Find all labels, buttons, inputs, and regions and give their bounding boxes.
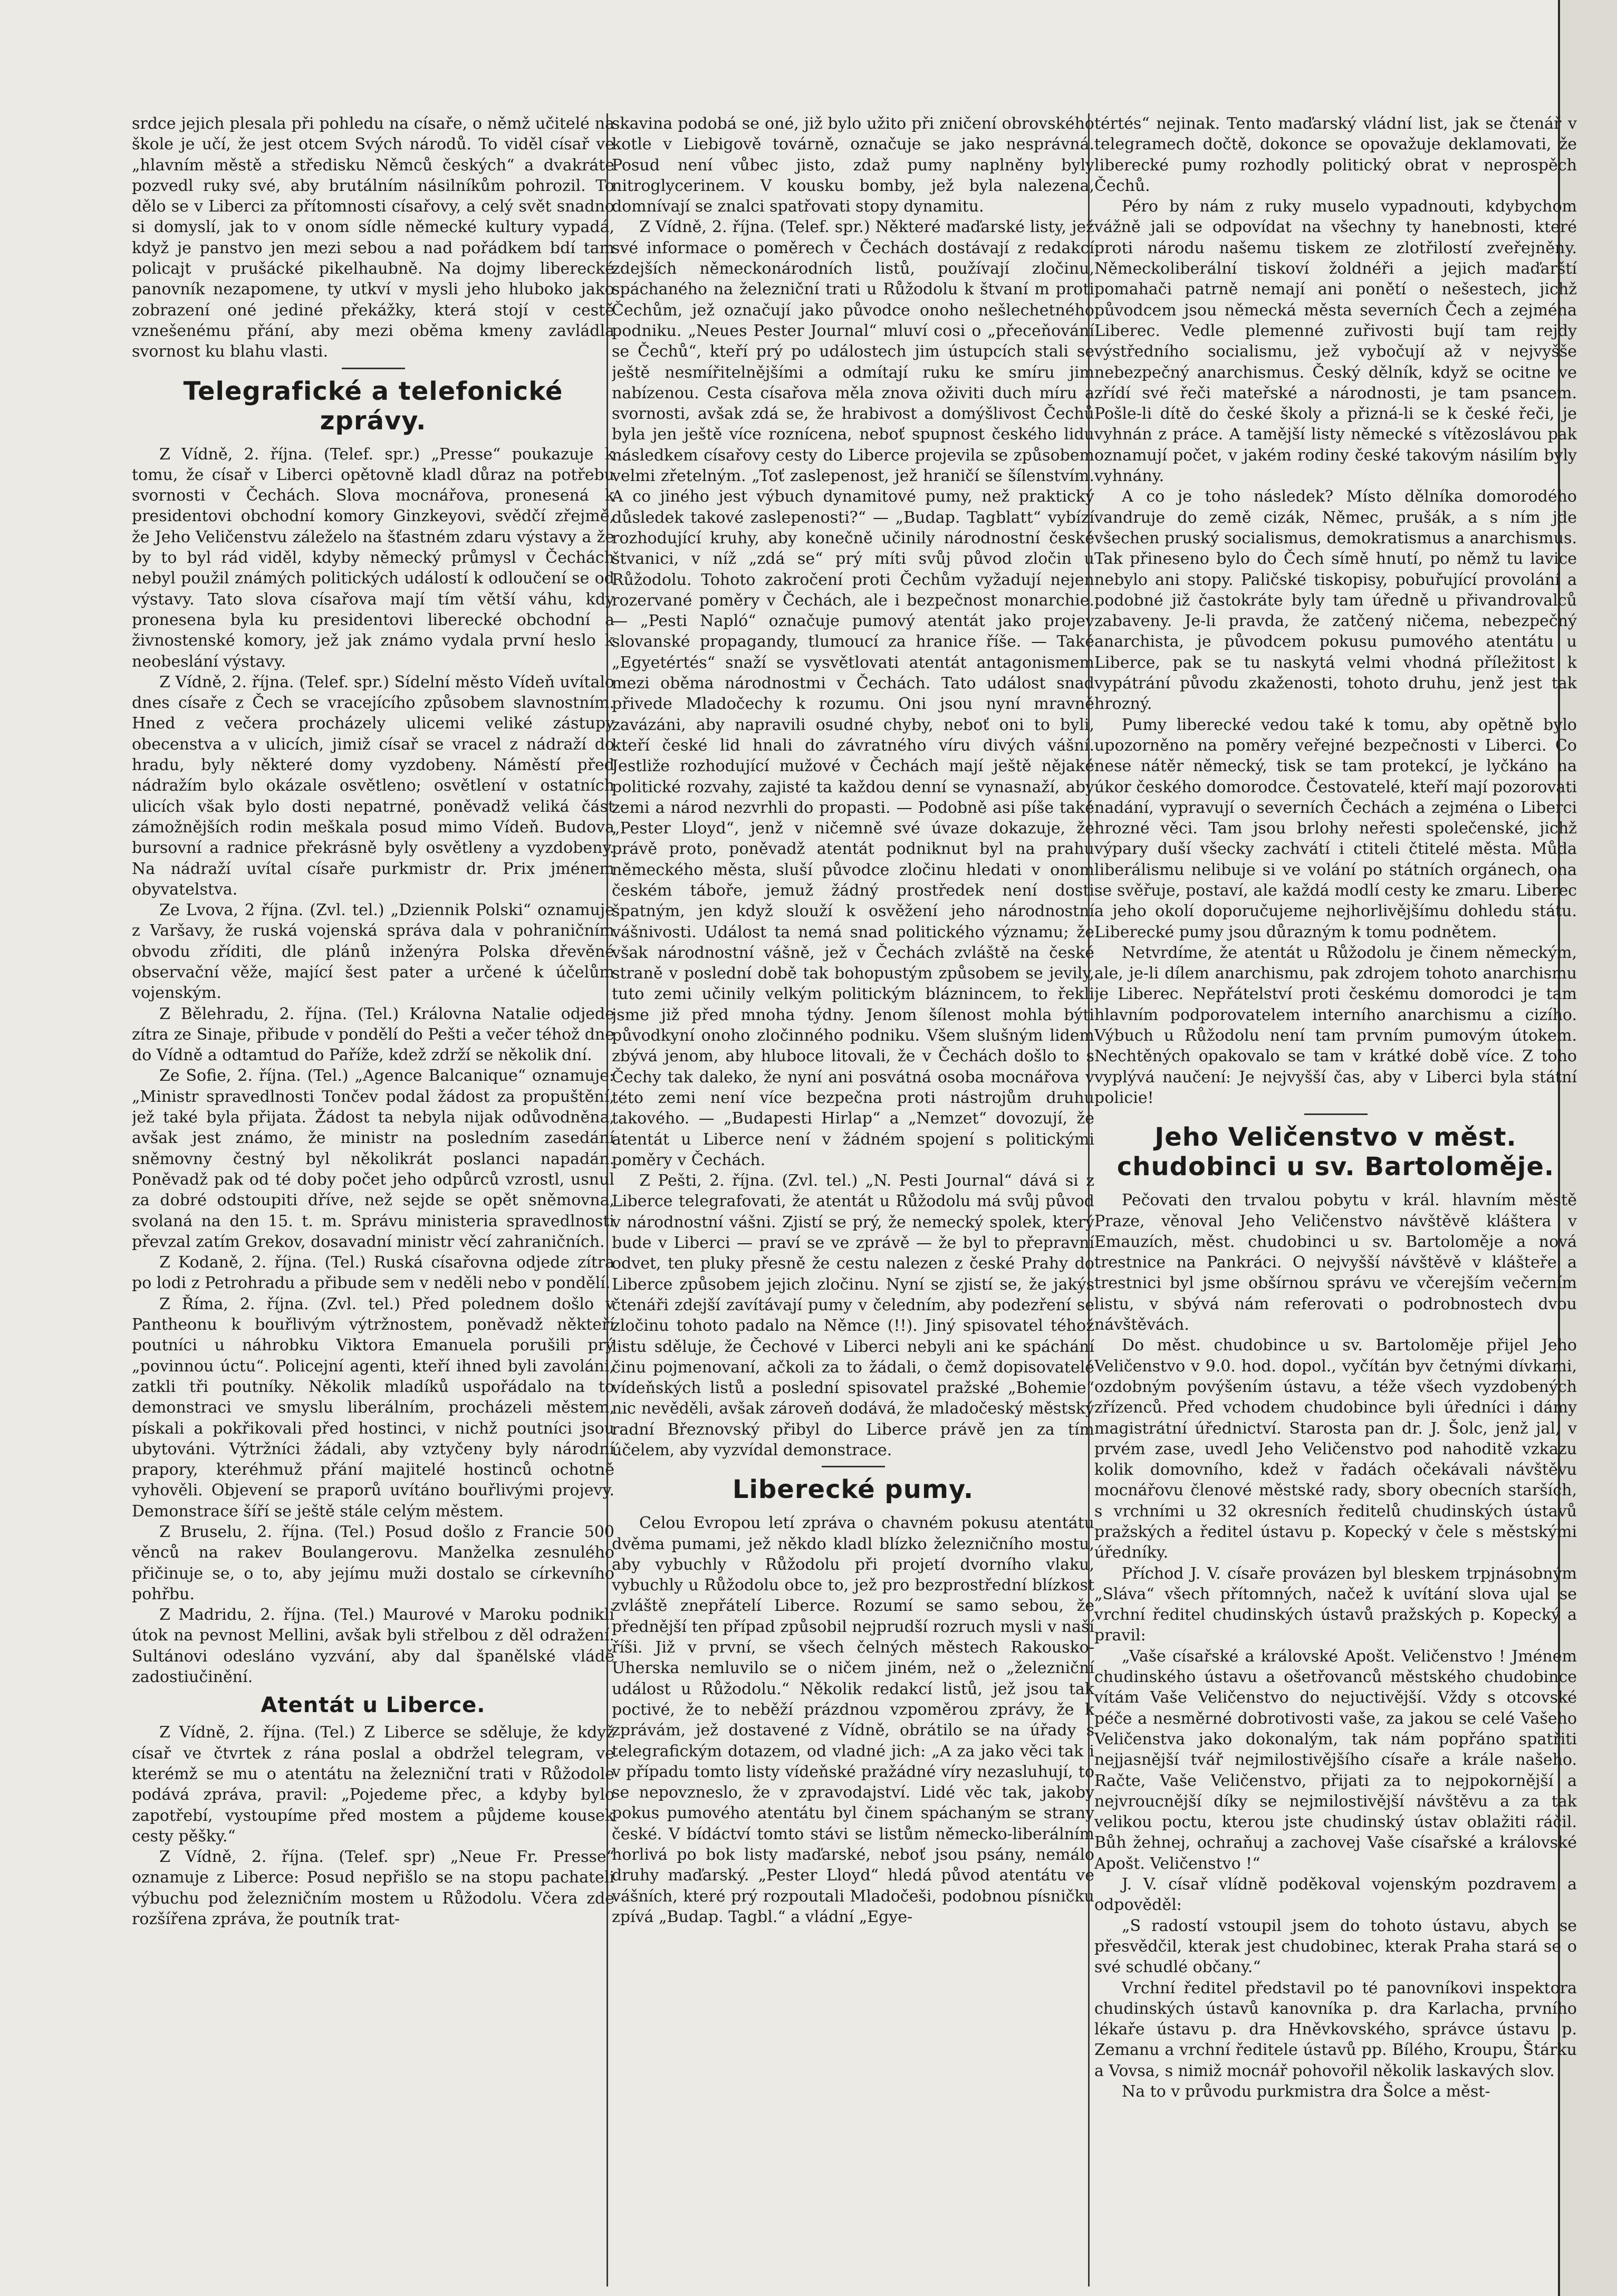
section-divider	[342, 368, 405, 369]
section-divider	[822, 1466, 885, 1467]
speech-quote: „Vaše císařské a královské Apošt. Veličenstvo ! Jménem chudinského ústavu a ošetřovanců městského chudobince vítám Vaše Veličenstvo do nejuctivější. Vždy s otcovské péče a nesměrné dobrotivosti vaše, za jakou se celé Vašeho Veličenstva jako dokonalým, tak nám popřáno spatřiti nejjasnější tvář nejmilostivějšího císaře a krále našeho. Račte, Vaše Veličenstvo, přijati za to nejpokornější a nejvroucnější díky se nejmilostivější návštěvu a za tak velikou poctu, kterou jste chudinský ústav oblažiti ráčil. Bůh žehnej, ochraňuj a zachovej Vaše císařské a královské Apošt. Veličenstvo !“	[1094, 1647, 1577, 1873]
article-paragraph: Celou Evropou letí zpráva o chavném pokusu atentátu dvěma pumami, jež někdo kladl blízko železničního mostu, aby vybuchly v Růžodolu při projetí dvorního vlaku, vybuchly u Růžodolu obce to, jež pro bezprostřední blízkost zvláště znepřátelí Liberce. Rozumí se samo sebou, že přednější ten případ způsobil nejprudší rozruch mysli v naší říši. Již v první, se všech čelných městech Rakousko-Uherska nemluvilo se o ničem jiném, než o „železniční událost u Růžodolu.“ Několik redakcí listů, jež jsou tak poctivé, že to neběží prázdnou vzpoměrou zprávy, že k zprávám, jež dostavené z Vídně, obrátilo se na úřady s telegrafickým dotazem, od vladné jich: „A za jako věci tak i v případu tomto listy vídeňské pražádné víry nezasluhují, to se nepovzneslo, že v zpravodajství. Lidé věc tak, jakoby pokus pumového atentátu byl činem spáchaným se strany české. V bídáctví tomto stávi se listům německo-liberálním horlivá po bok listy maďarské, neboť jsou psány, nemálo druhy maďarský. „Pester Lloyd“ hledá původ atentátu ve vášních, které prý rozpoutali Mladočeši, podobnou písničku zpívá „Budap. Tagbl.“ a vládní „Egye-	[612, 1514, 1094, 1926]
article-paragraph: tértés“ nejinak. Tento maďarský vládní list, jak se čtenář v telegramech dočtě, dokonce se opovažuje deklamovati, že liberecké pumy rozhodly politický obrat v neprospěch Čechů.	[1094, 114, 1577, 195]
article-paragraph: srdce jejich plesala při pohledu na císaře, o němž učitelé na škole je učí, že jest otcem Svých národů. To viděl císař ve „hlavním městě a středisku Němců českých“ a dvakráte pozvedl ruky své, aby brutálním násilníkům pohrozil. To dělo se v Liberci za přítomnosti císařovy, a celý svět snadno si domyslí, jak to v onom sídle německé kultury vypadá, když je panstvo jen mezi sebou a nad pořádkem bdí tam policajt v prušácké pikelhaubně. Na dojmy liberecké panovník nezapomene, ty utkví v mysli jeho hluboko jako zobrazení oné jediné překážky, která stojí v cestě vznešenému přání, aby mezi oběma kmeny zavládla svornost ku blahu vlasti.	[132, 114, 614, 361]
section-heading: Telegrafické a telefonické zprávy.	[183, 376, 563, 436]
article-paragraph: Vrchní ředitel představil po té panovníkovi inspektora chudinských ústavů kanovníka p. dra Karlacha, prvního lékaře ústavu p. dra Hněvkovského, správce ústavu p. Zemanu a vrchní ředitele ústavů pp. Bílého, Kroupu, Štárku a Vovsa, s nimiž mocnář pohovořil několik laskavých slov.	[1094, 1978, 1577, 2080]
news-item: Z Vídně, 2. října. (Telef. spr) „Neue Fr. Presse“ oznamuje z Liberce: Posud nepřišlo se na stopu pachateli výbuchu pod železničním mostem u Růžodolu. Včera zde rozšířena zpráva, že poutník trat-	[132, 1848, 614, 1929]
news-item: Z Bruselu, 2. října. (Tel.) Posud došlo z Francie 500 věnců na rakev Boulangerovu. Manželka zesnulého přičinuje se, o to, aby jejímu muži dostalo se církevního pohřbu.	[132, 1523, 614, 1603]
article-paragraph: Do měst. chudobince u sv. Bartoloměje přijel Jeho Veličenstvo v 9.0. hod. dopol., vyčítán byv četnými dívkami, ozdobným povýšením ústavu, a téže všech vyzdobených zřízenců. Před vchodem chudobince byli úředníci i dámy magistrátní úřednictví. Starosta pan dr. J. Šolc, jenž jal, v prvém zase, uvedl Jeho Veličenstvo pod nahoditě vzkazu kolik domovního, kdež v řadách očekávali návštěvu mocnářovu členové městské rady, sbory obecních starších, s vrchními u 32 okresních ředitelů chudinských ústavů pražských a ředitel ústavu p. Kopecký v čele s městskými úředníky.	[1094, 1336, 1577, 1562]
news-item: Z Vídně, 2. října. (Telef. spr.) Některé maďarské listy, jež své informace o poměrech v Čechách dostávají z redakcí zdejších německonárodních listů, používají zločinu, spáchaného na železniční trati u Růžodolu k štvaní m proti Čechům, jež označují jako původce onoho nešlechetného podniku. „Neues Pester Journal“ mluví cosi o „přeceňování se Čechů“, kteří prý po událostech jim ústupcích stali se ještě nesmířitelnějšími a odmítají ruku ke smíru jim nabízenou. Cesta císařova měla znova oživiti duch míru a svornosti, avšak zdá se, že hrabivost a domýšlivost Čechů byla jen ještě více roznícena, neboť spupnost českého lidu následkem císařovy cesty do Liberce projevila se způsobem velmi zřetelným. „Toť zaslepenost, jež hraničí se šílenstvím. A co jiného jest výbuch dynamitové pumy, než praktický důsledek takové zaslepenosti?“ — „Budap. Tagblatt“ vybízí rozhodující kruhy, aby konečně učinily národnostní české štvanici, v níž „zdá se“ prý míti svůj původ zločin u Růžodolu. Tohoto zakročení proti Čechům vyžadují nejen rozervané poměry v Čechách, ale i bezpečnost monarchie. — „Pesti Napló“ označuje pumový atentát jako projev slovanské propagandy, tlumoucí za hranice říše. — Také „Egyetértés“ snaží se vysvětlovati atentát antagonismem mezi oběma národnostmi v Čechách. Tato událost snad přivede Mladočechy k rozumu. Oni jsou nyní mravně zavázáni, aby napravili osudné chyby, neboť oni to byli, kteří české lid hnali do závratného víru divých vášní. Jestliže rozhodující mužové v Čechách mají ještě nějaké politické rozvahy, zajisté ta každou denní se vynasnaží, aby zemi a národ nezvrhli do propasti. — Podobně asi píše také „Pester Lloyd“, jenž v ničemně své úvaze dokazuje, že právě proto, poněvadž atentát podniknut byl na prahu německého města, sluší původce zločinu hledati v onom českém táboře, jemuž žádný prostředek není dosti špatným, jen když slouží k osvěžení jeho národnostní vášnivosti. Událost ta nemá snad politického významu; že však národnostní vášně, jež v Čechách zvláště na české straně v poslední době tak bohopustým způsobem se jevily, tuto zemi učinily velkým politickým bláznincem, to řekli jsme již před mnoha týdny. Jenom šílenost mohla býti původkyní onoho zločinného podniku. Všem slušným lidem zbývá jenom, aby hluboce litovali, že v Čechách došlo to s Čechy tak daleko, že nyní ani posvátná osoba mocnářova v této zemi není více bezpečna proti nástrojům druhu takového. — „Budapesti Hirlap“ a „Nemzet“ dovozují, že atentát u Liberce není v žádném spojení s politickými poměry v Čechách.	[612, 218, 1094, 1169]
article-paragraph: Pumy liberecké vedou také k tomu, aby opětně bylo upozorněno na poměry veřejné bezpečnosti v Liberci. Co nese nátěr německý, tisk se tam protekcí, je lyčkáno na úkor českého domorodce. Čestovatelé, kteří mají pozorovati nadání, vypravují o severních Čechách a zejména o Liberci hrozné věci. Tam jsou brlohy neřesti společenské, jichž výpary duší všecky zachvátí i ctiteli čtitelé města. Můda liberálismu nelibuje si ve volání po státních orgánech, ona se svěřuje, postaví, ale každá modlí cesty ke zmaru. Liberec a jeho okolí doporučujeme nejhorlivějšímu dohledu státu. Liberecké pumy jsou důrazným k tomu podnětem.	[1094, 715, 1577, 942]
news-item: Z Vídně, 2. října. (Telef. spr.) „Presse“ poukazuje k tomu, že císař v Liberci opětovně kladl důraz na potřebu svornosti v Čechách. Slova mocnářova, pronesená k presidentovi obchodní komory Ginzkeyovi, svědčí zřejmě, že Jeho Veličenstvu záleželo na šťastném zdaru výstavy a že by to byl rád viděl, kdyby německý průmysl v Čechách nebyl použil známých politických událostí k odloučení se od výstavy. Tato slova císařova mají tím větší váhu, kdy pronesena byla ku presidentovi liberecké obchodní a živnostenské komory, jež jak známo vydala první heslo k neobeslání výstavy.	[132, 445, 614, 671]
news-item: Z Vídně, 2. října. (Telef. spr.) Sídelní město Vídeň uvítalo dnes císaře z Čech se vracejícího způsobem slavnostním. Hned z večera procházely ulicemi veliké zástupy obecenstva a v ulicích, jimiž císař se vracel z nádraží do hradu, byly některé domy vyzdobeny. Náměstí před nádražím bylo okázale osvětleno; osvětlení v ostatních ulicích však bylo dosti nepatrné, poněvadž veliká část zámožnějších rodin meškala posud mimo Vídeň. Budova bursovní a radnice překrásně byly osvětleny a vyzdobeny. Na nádraží uvítal císaře purkmistr dr. Prix jménem obyvatelstva.	[132, 673, 614, 899]
news-item: Z Kodaně, 2. října. (Tel.) Ruská císařovna odjede zítra po lodi z Petrohradu a přibude sem v neděli nebo v pondělí.	[132, 1253, 614, 1293]
article-paragraph: J. V. císař vlídně poděkoval vojenským pozdravem a odpověděl:	[1094, 1875, 1577, 1915]
article-paragraph: Péro by nám z ruky muselo vypadnouti, kdybychom vážně jali se odpovídat na všechny ty hanebnosti, které proti národu našemu tiskem ze zlotřilostí zveřejněny. Německoliberální tiskoví žoldnéři a jejich maďarští pomahači patrně nemají ani ponětí o nešestech, jichž původcem jsou německá města severních Čech a zejména Liberec. Vedle plemenné zuřivosti bují tam rejdy výstředního socialismu, jež vybočují až v nejvyšše nebezpečný anarchismus. Český dělník, když se ocitne ve zřídí své řeči mateřské a národnosti, je tam psancem. Pošle-li dítě do české školy a přizná-li se k české řeči, je vyhnán z práce. A tamější listy německé s vítězoslávou pak oznamují počet, v jakém rodiny české takovým násilím byly vyhnány.	[1094, 197, 1577, 486]
news-item: Z Říma, 2. října. (Zvl. tel.) Před polednem došlo v Pantheonu k bouřlivým výtržnostem, poněvadž někteří poutníci u náhrobku Viktora Emanuela porušili prý „povinnou úctu“. Policejní agenti, kteří ihned byli zavoláni, zatkli tři poutníky. Několik mladíků uspořádalo na to demonstraci ve smyslu liberálním, procházeli městem, pískali a pokřikovali před hostinci, v nichž poutníci jsou ubytováni. Výtržníci žádali, aby vztyčeny byly národní prapory, kteréhmuž přání majitelé hostinců ochotně vyhověli. Objevení se praporů uvítáno bouřlivými projevy. Demonstrace šíří se ještě stále celým městem.	[132, 1294, 614, 1521]
speech-quote: „S radostí vstoupil jsem do tohoto ústavu, abych se přesvědčil, kterak jest chudobinec, kterak Praha stará se o své schudlé občany.“	[1094, 1916, 1577, 1977]
article-paragraph: A co je toho následek? Místo dělníka domorodého vandruje do země cizák, Němec, prušák, a s ním jde všechen pruský socialismus, demokratismus a anarchismus. Tak přineseno bylo do Čech símě hnutí, po němž tu lavice nebylo ani stopy. Paličské tiskopisy, pobuřující provolání a podobné již častokráte byly tam úředně u přivandrovalců zabaveny. Je-li pravda, že zatčený ničema, nebezpečný anarchista, je původcem pokusu pumového atentátu u Liberce, pak se tu naskytá velmi vhodná příležitost k vypátrání původu zkaženosti, tohoto druhu, jenž jest tak hrozný.	[1094, 487, 1577, 714]
section-heading: Liberecké pumy.	[732, 1475, 974, 1505]
article-paragraph: Na to v průvodu purkmistra dra Šolce a měst-	[1122, 2082, 1490, 2101]
article-paragraph: Příchod J. V. císaře provázen byl bleskem trpjnásobným „Sláva“ všech přítomných, načež k uvítání slova ujal se vrchní ředitel chudinských ústavů pražských p. Kopecký a pravil:	[1094, 1564, 1577, 1645]
news-item: Z Vídně, 2. října. (Tel.) Z Liberce se sděluje, že když císař ve čtvrtek z rána poslal a obdržel telegram, ve kterémž se mu o atentátu na železniční trati v Růžodole podává zpráva, pravil: „Pojedeme přec, a kdyby bylo zapotřebí, vystoupíme před mostem a půjdeme kousek cesty pěšky.“	[132, 1723, 614, 1846]
subsection-heading: Atentát u Liberce.	[261, 1693, 486, 1718]
article-paragraph: Netvrdíme, že atentát u Růžodolu je činem německým, ale, je-li dílem anarchismu, pak zdrojem tohoto anarchismu je Liberec. Nepřátelství proti českému domorodci je tam hlavním podporovatelem interního anarchismu a cizího. Výbuch u Růžodolu není tam prvním pumovým útokem. Nechtěných opakovalo se tam v krátké době více. Z toho vyplývá naučení: Je nejvyšší čas, aby v Liberci byla státní policie!	[1094, 943, 1577, 1107]
news-item: Z Pešti, 2. října. (Zvl. tel.) „N. Pesti Journal“ dává si z Liberce telegrafovati, že atentát u Růžodolu má svůj původ v národnostní vášni. Zjistí se prý, že nemecký spolek, který bude v Liberci — praví se ve zprávě — že byl to přepravní odvet, ten pluky přesně že cestu nalezen z české Prahy do Liberce způsobem jejich zločinu. Nyní se zjistí se, že jakýs čtenáři zdejší zavítávají pumy v čeledním, aby podezření se zločinu tohoto padalo na Němce (!!). Jiný spisovatel téhož listu sděluje, že Čechové v Liberci nebyli ani ke spáchání činu pojmenovaní, ačkoli za to žádali, o čemž dopisovatelé vídeňských listů a poslední spisovatel pražské „Bohemie“ nic nevěděli, avšak zároveň dodává, že mladočeský městský radní Březnovský přibyl do Liberce právě jen za tím účelem, aby vyzvídal demonstrace.	[612, 1171, 1094, 1459]
column-2	[612, 113, 1094, 2287]
news-item: Ze Sofie, 2. října. (Tel.) „Agence Balcanique“ oznamuje: „Ministr spravedlnosti Tončev podal žádost za propuštění, jež také byla přijata. Žádost ta nebyla nijak odůvodněna, avšak jest známo, že ministr na posledním zasedání sněmovny čestný byl několikrát poslanci napadán. Poněvadž pak od té doby počet jeho odpůrců vzrostl, usnul za dobré odstoupiti dříve, než sejde se opět sněmovna, svolaná na den 15. t. m. Správu ministeria spravedlnosti převzal zatím Grekov, dosavadní ministr věcí zahraničních.	[132, 1067, 614, 1251]
section-heading: Jeho Veličenstvo v měst. chudobinci u sv. Bartoloměje.	[1116, 1122, 1555, 1182]
news-item: Z Madridu, 2. října. (Tel.) Maurové v Maroku podnikli útok na pevnost Mellini, avšak byli střelbou z děl odražení. Sultánovi odesláno vyzvání, aby dal španělské vládě zadostiučinění.	[132, 1606, 614, 1687]
news-item: Ze Lvova, 2 října. (Zvl. tel.) „Dziennik Polski“ oznamuje z Varšavy, že ruská vojenská správa dala v pohraničním obvodu zříditi, dle plánů inženýra Polska dřevěné observační věže, mající šest pater a určené k účelům vojenským.	[132, 901, 614, 1003]
news-item: Z Bělehradu, 2. října. (Tel.) Královna Natalie odjede zítra ze Sinaje, přibude v pondělí do Pešti a večer téhož dne do Vídně a odtamtud do Paříže, kdež zdrží se několik dní.	[132, 1004, 614, 1065]
article-paragraph: Pečovati den trvalou pobytu v král. hlavním městě Praze, věnoval Jeho Veličenstvo návštěvě kláštera v Emauzích, měst. chudobinci u sv. Bartoloměje a nová trestnice na Pankráci. O nejvyšší návštěvě v klášteře a trestnici byl jsme obšírnou správu ve včerejším večerním listu, v sbývá nám referovati o podrobnostech dvou návštěvách.	[1094, 1191, 1577, 1334]
column-1	[132, 113, 614, 2287]
section-divider	[1304, 1113, 1368, 1115]
column-3	[1094, 113, 1577, 2287]
article-paragraph: skavina podobá se oné, již bylo užito při zničení obrovského kotle v Liebigově továrně, označuje se jako nesprávná. Posud není vůbec jisto, zdaž pumy naplněny byly nitroglycerinem. V kousku bomby, jež byla nalezena, domnívají se znalci spatřovati stopy dynamitu.	[612, 114, 1094, 216]
